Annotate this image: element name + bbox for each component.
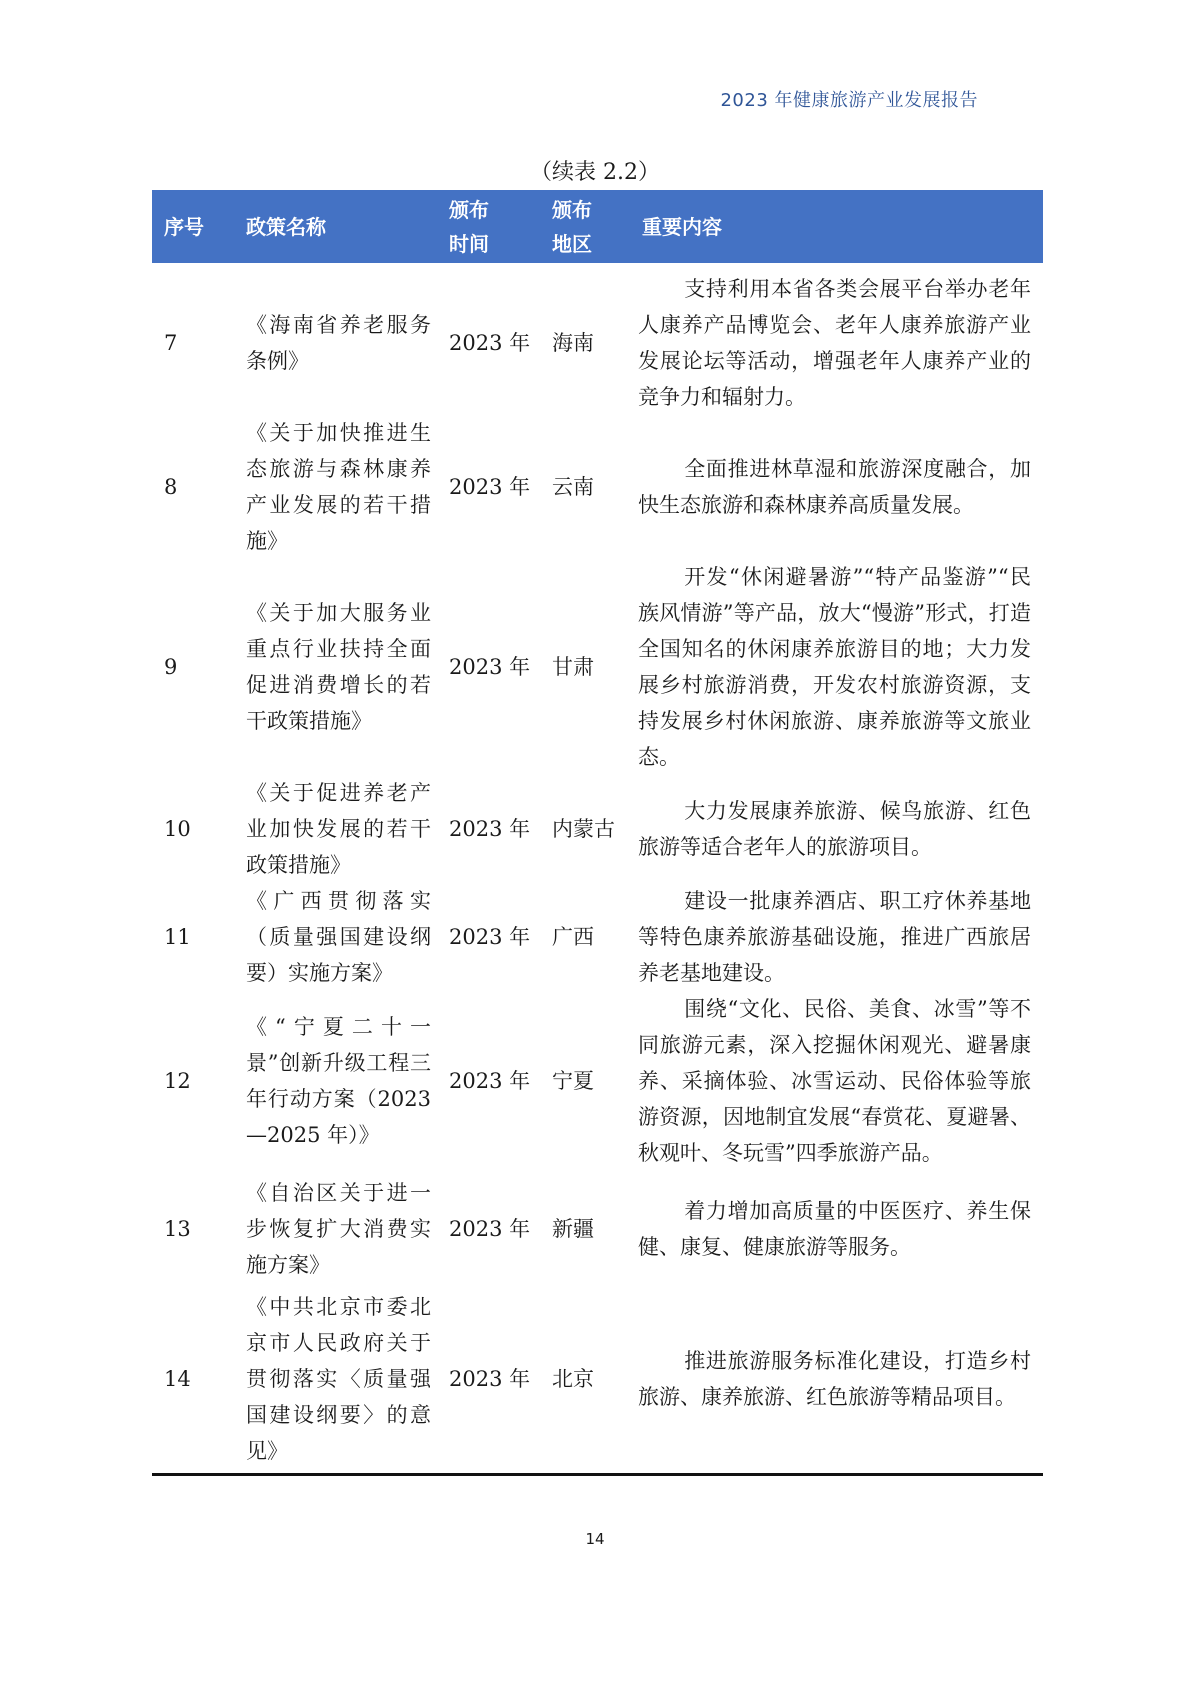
cell-number: 10 [164,817,191,841]
table-row [152,415,1043,559]
cell-number: 7 [164,331,178,355]
column-header-issue-region: 颁布 地区 [552,197,592,256]
cell-policy-name: 《自治区关于进一步恢复扩大消费实施方案》 [246,1180,431,1277]
cell-issue-time: 2023 年 [449,331,531,355]
cell-key-content [630,1171,1043,1286]
cell-issue-region: 内蒙古 [552,817,615,841]
column-header-issue-time: 颁布 时间 [449,197,489,256]
table-row [152,1171,1043,1286]
key-content-text: 全面推进林草湿和旅游深度融合，加快生态旅游和森林康养高质量发展。 [638,457,1031,517]
cell-issue-region: 云南 [552,475,594,499]
cell-issue-region: 北京 [540,1286,630,1474]
cell-number: 9 [164,655,178,679]
key-content-text: 围绕“文化、民俗、美食、冰雪”等不同旅游元素，深入挖掘休闲观光、避暑康养、采摘体验、冰雪运动、民俗体验等旅游资源，因地制宜发展“春赏花、夏避暑、秋观叶、冬玩雪”四季旅游产品。 [638,997,1031,1165]
table-row [152,775,1043,883]
cell-policy-name: 《中共北京市委北京市人民政府关于贯彻落实〈质量强国建设纲要〉的意见》 [234,1286,437,1474]
running-header-title: 2023 年健康旅游产业发展报告 [720,90,978,111]
cell-issue-time: 2023 年 [449,475,531,499]
cell-policy-name: 《关于促进养老产业加快发展的若干政策措施》 [246,781,431,877]
key-content-text: 大力发展康养旅游、候鸟旅游、红色旅游等适合老年人的旅游项目。 [638,799,1031,859]
cell-key-content [630,991,1043,1171]
cell-issue-region: 新疆 [552,1216,594,1241]
cell-key-content [630,883,1043,991]
table-row [152,1286,1043,1474]
key-content-text: 支持利用本省各类会展平台举办老年人康养产品博览会、老年人康养旅游产业发展论坛等活动，增强老年人康养产业的竞争力和辐射力。 [638,277,1031,409]
cell-number: 8 [164,475,178,499]
cell-policy-name: 《“宁夏二十一景”创新升级工程三年行动方案（2023—2025 年）》 [246,1015,431,1147]
cell-issue-region: 海南 [552,331,594,355]
cell-issue-time: 2023 年 [449,817,531,841]
table-header-row [152,190,1043,263]
cell-policy-name: 《关于加快推进生态旅游与森林康养产业发展的若干措施》 [246,421,431,553]
cell-key-content [630,775,1043,883]
key-content-text: 开发“休闲避暑游”“特产品鉴游”“民族风情游”等产品，放大“慢游”形式，打造全国知名的休闲康养旅游目的地；大力发展乡村旅游消费，开发农村旅游资源，支持发展乡村休闲旅游、康养旅游等文旅业态。 [638,565,1031,769]
cell-issue-time: 2023 年 [449,925,531,949]
table-caption: （续表 2.2） [530,160,660,185]
table-row [152,883,1043,991]
cell-key-content [630,415,1043,559]
cell-policy-name: 《广西贯彻落实（质量强国建设纲要）实施方案》 [246,889,431,985]
table-row [152,991,1043,1171]
column-header-number: 序号 [164,214,204,239]
cell-number: 12 [164,1069,191,1093]
key-content-text: 推进旅游服务标准化建设，打造乡村旅游、康养旅游、红色旅游等精品项目。 [638,1349,1031,1410]
cell-key-content [630,263,1043,415]
cell-issue-time: 2023 年 [449,1216,531,1241]
policy-table [152,190,1043,1476]
key-content-text: 着力增加高质量的中医医疗、养生保健、康复、健康旅游等服务。 [638,1198,1031,1259]
cell-number: 14 [152,1286,234,1474]
cell-key-content [630,1286,1043,1474]
table-row [152,559,1043,775]
cell-key-content [630,559,1043,775]
cell-issue-time: 2023 年 [437,1286,540,1474]
page-number: 14 [585,1530,605,1548]
table-row [152,263,1043,415]
key-content-text: 建设一批康养酒店、职工疗休养基地等特色康养旅游基础设施，推进广西旅居养老基地建设。 [638,889,1031,985]
cell-issue-region: 广西 [552,925,594,949]
cell-issue-region: 甘肃 [552,655,594,679]
cell-issue-time: 2023 年 [449,655,531,679]
column-header-policy-name: 政策名称 [246,214,326,239]
column-header-key-content: 重要内容 [642,214,722,239]
cell-issue-time: 2023 年 [449,1069,531,1093]
cell-policy-name: 《海南省养老服务条例》 [246,313,431,373]
cell-policy-name: 《关于加大服务业重点行业扶持全面促进消费增长的若干政策措施》 [246,601,431,733]
cell-number: 13 [164,1216,191,1241]
cell-issue-region: 宁夏 [552,1069,594,1093]
cell-number: 11 [164,925,191,949]
